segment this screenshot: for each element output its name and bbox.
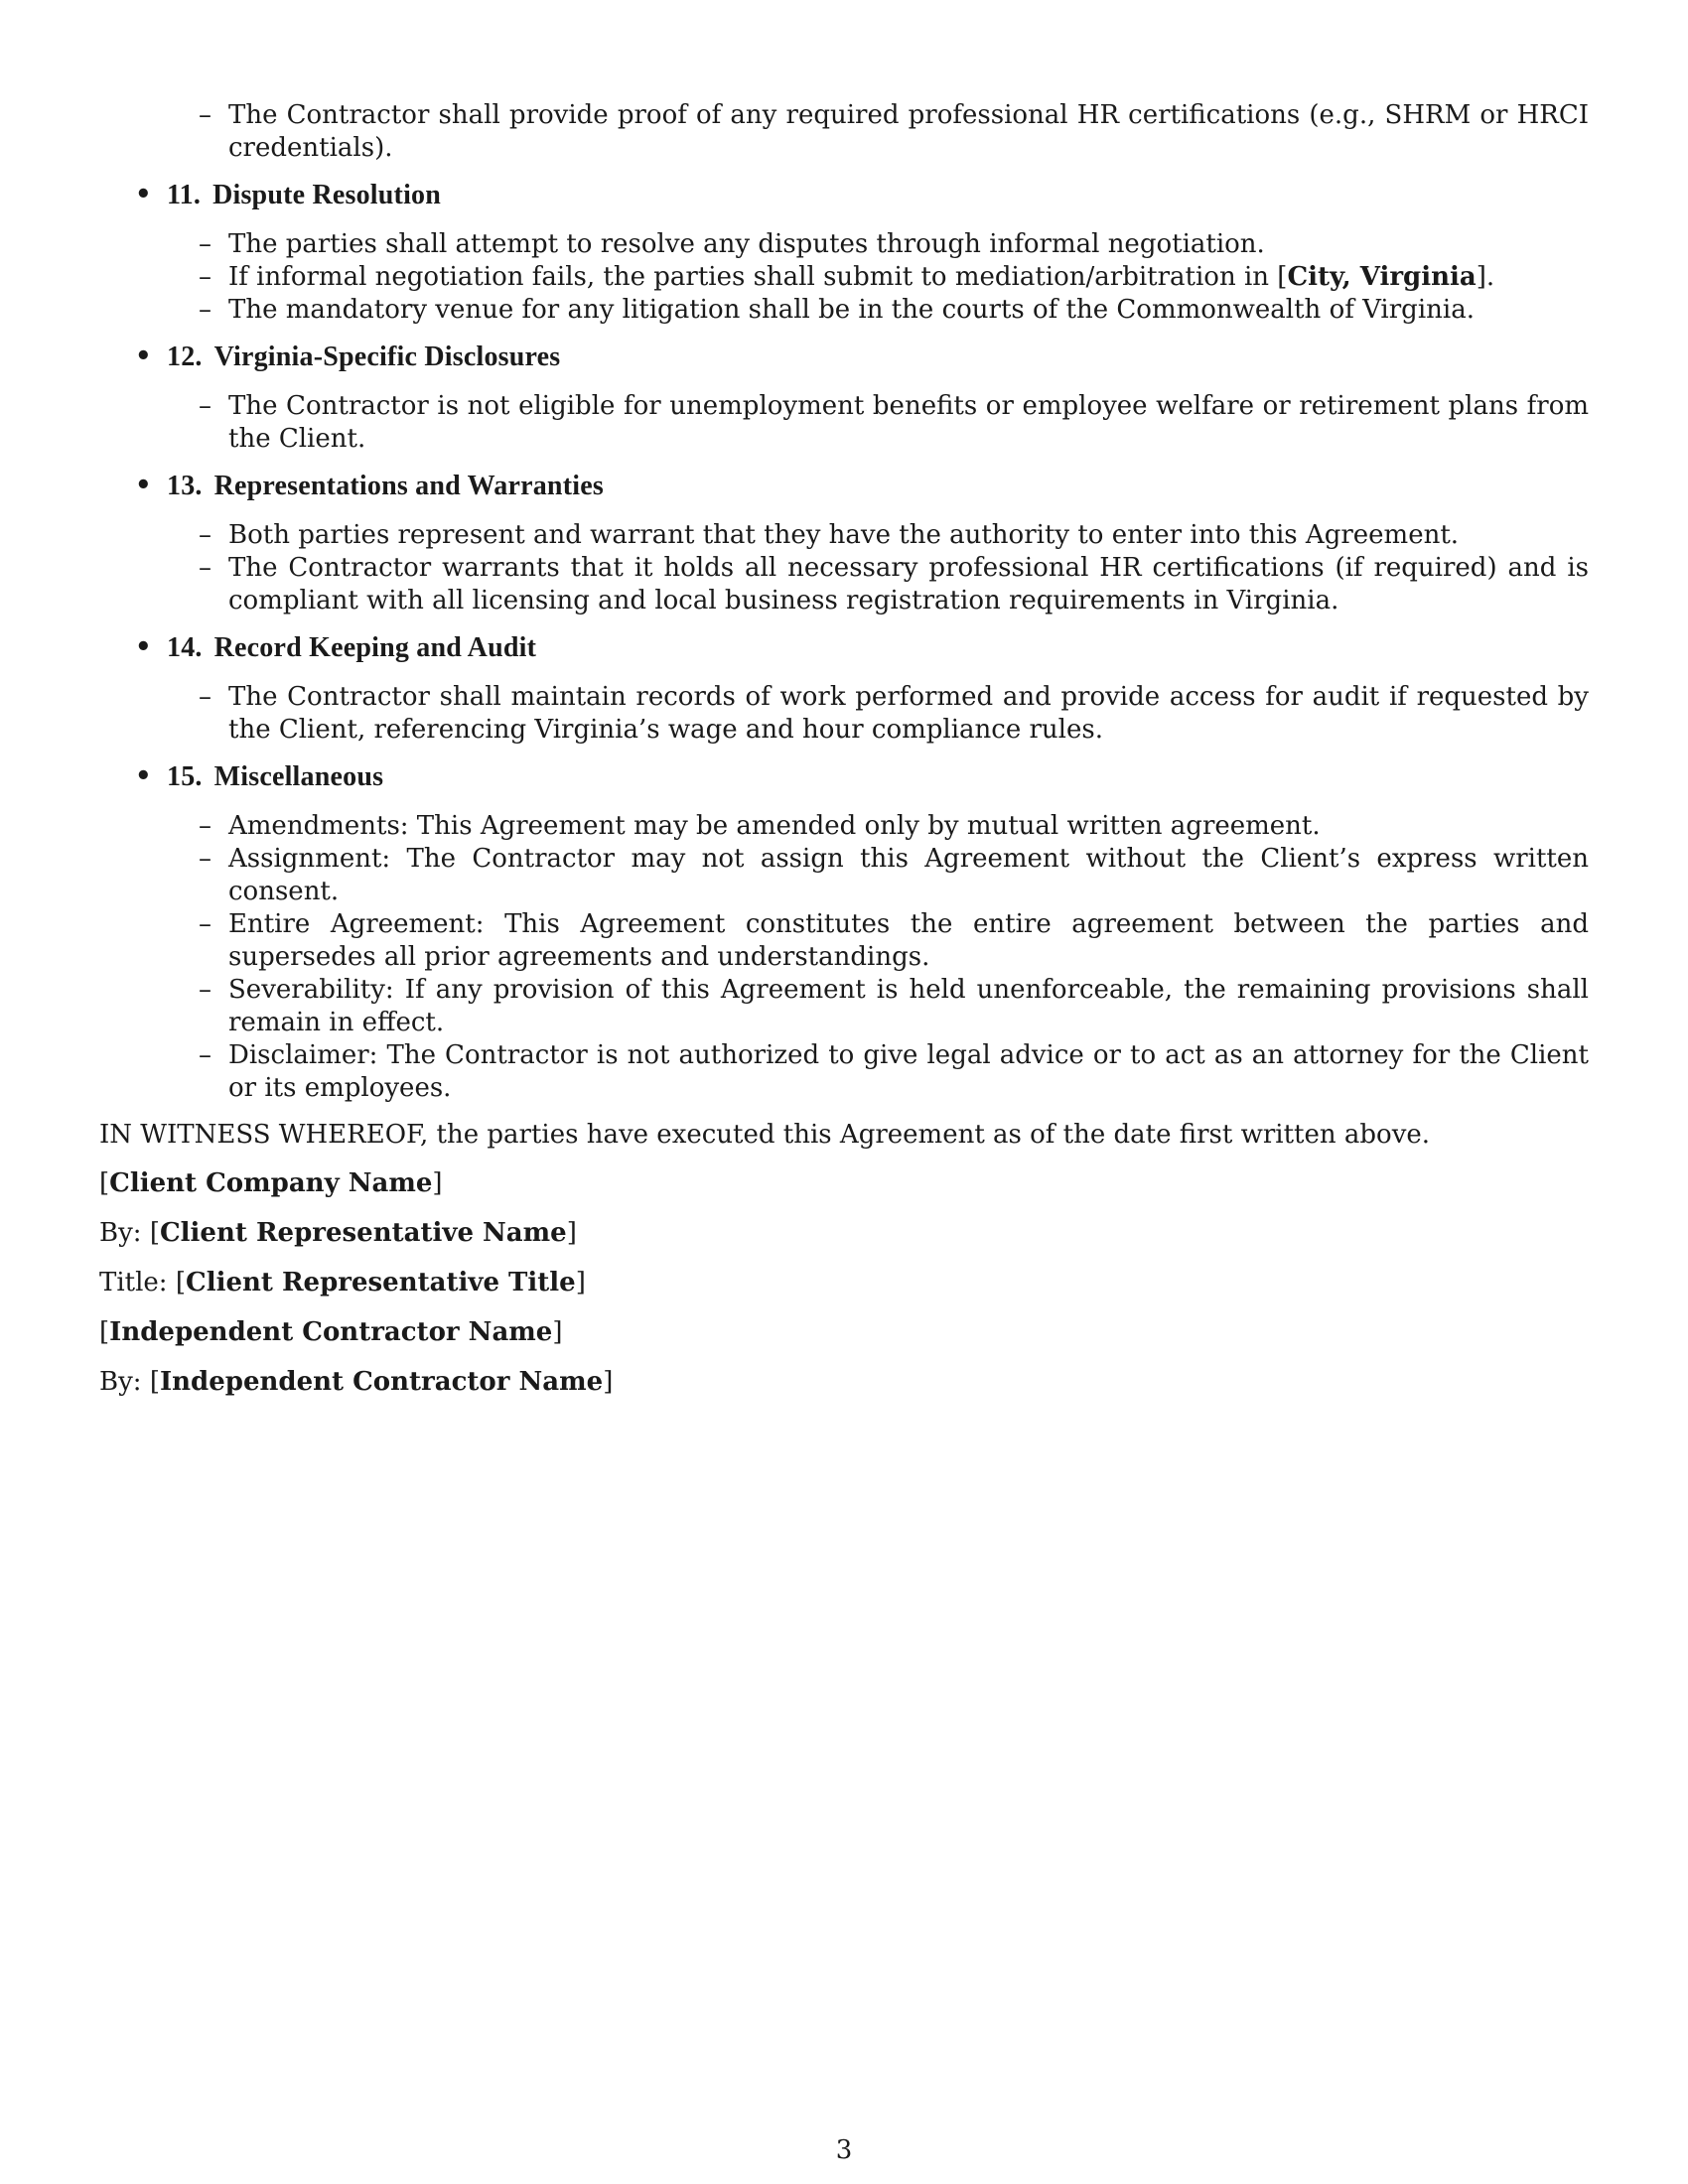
dash-marker: – [199,553,211,583]
dash-marker: – [199,100,211,130]
section-number: 11. [167,180,202,210]
dash-marker: – [199,975,211,1005]
bullet-marker: • [135,471,152,500]
sections-list [99,179,1589,1105]
section-items [167,810,1589,1105]
list-item [199,1039,1589,1105]
list-item [199,228,1589,261]
section-heading [167,760,1589,793]
list-item [199,519,1589,552]
page-number: 3 [835,2135,853,2165]
list-item-text: Both parties represent and warrant that they have the authority to enter into this Agreement. [228,520,1460,550]
list-item-text: The Contractor warrants that it holds all necessary professional HR certifications (if required) and is compliant with all licensing and local business registration requirements in Virginia. [228,553,1589,615]
section-items [167,390,1589,456]
bullet-marker: • [135,180,152,209]
contractor-name-line: [Independent Contractor Name] [99,1317,563,1347]
title-label: Title: [99,1268,168,1297]
bullet-marker: • [135,632,152,662]
section-number: 15. [167,761,203,792]
continued-list [99,99,1589,165]
list-item [199,99,1589,165]
list-item-text-pre: If informal negotiation fails, the parties shall submit to mediation/arbitration in [ [228,262,1288,292]
dash-marker: – [199,391,211,421]
list-item [199,810,1589,843]
list-item [199,261,1589,294]
section-12 [99,341,1589,456]
list-item-text: The Contractor shall maintain records of work performed and provide access for audit if requested by the Client, referencing Virginia’s wage and hour compliance rules. [228,682,1589,745]
section-items [167,681,1589,747]
contractor-by-name: Independent Contractor Name [159,1367,604,1397]
list-item [199,681,1589,747]
section-heading [167,470,1589,502]
dash-marker: – [199,1040,211,1070]
list-item-text: Amendments: This Agreement may be amended only by mutual written agreement. [228,811,1321,841]
list-item [199,552,1589,617]
section-heading [167,179,1589,211]
list-item-text: Disclaimer: The Contractor is not authorized to give legal advice or to act as an attorney for the Client or its employees. [228,1040,1589,1103]
list-item-text: The Contractor is not eligible for unemployment benefits or employee welfare or retirement plans from the Client. [228,391,1589,454]
section-heading [167,341,1589,373]
section-items [167,228,1589,327]
list-item [199,908,1589,974]
client-title-line: Title: [Client Representative Title] [99,1268,586,1297]
placeholder-city: City, Virginia [1287,262,1477,292]
client-rep-title: Client Representative Title [186,1268,576,1297]
client-company-name: Client Company Name [109,1168,433,1198]
section-title: Dispute Resolution [212,180,442,210]
by-label: By: [99,1218,142,1248]
section-title: Miscellaneous [213,761,384,792]
client-rep-name: Client Representative Name [159,1218,567,1248]
list-item-text: The Contractor shall provide proof of any required professional HR certifications (e.g., SHRM or HRCI credentials). [228,100,1589,163]
list-item-text-post: ]. [1476,262,1495,292]
section-13 [99,470,1589,617]
dash-marker: – [199,295,211,325]
list-item [199,390,1589,456]
client-by-line: By: [Client Representative Name] [99,1218,577,1248]
bullet-marker: • [135,341,152,371]
section-14 [99,631,1589,747]
list-item-text: Assignment: The Contractor may not assign this Agreement without the Client’s express written consent. [228,844,1589,906]
list-item-text: The mandatory venue for any litigation shall be in the courts of the Commonwealth of Virginia. [228,295,1475,325]
by-label: By: [99,1367,142,1397]
document-page [99,99,1589,1416]
list-item-text: The parties shall attempt to resolve any disputes through informal negotiation. [228,229,1265,259]
section-15 [99,760,1589,1105]
contractor-name: Independent Contractor Name [109,1317,553,1347]
contractor-by-line: By: [Independent Contractor Name] [99,1367,614,1397]
section-title: Representations and Warranties [213,471,604,501]
dash-marker: – [199,262,211,292]
witness-statement: IN WITNESS WHEREOF, the parties have executed this Agreement as of the date first written above. [99,1120,1431,1150]
dash-marker: – [199,229,211,259]
list-item [199,843,1589,908]
dash-marker: – [199,811,211,841]
section-title: Record Keeping and Audit [213,632,537,663]
client-company-line: [Client Company Name] [99,1168,443,1198]
dash-marker: – [199,844,211,874]
list-item-text: Entire Agreement: This Agreement constitutes the entire agreement between the parties and supersedes all prior agreements and understandings. [228,909,1589,972]
section-11 [99,179,1589,327]
dash-marker: – [199,682,211,712]
list-item [199,974,1589,1039]
section-heading [167,631,1589,664]
bullet-marker: • [135,761,152,791]
section-number: 12. [167,341,203,372]
section-items [167,519,1589,617]
dash-marker: – [199,909,211,939]
dash-marker: – [199,520,211,550]
section-number: 14. [167,632,203,663]
section-title: Virginia-Specific Disclosures [213,341,561,372]
section-number: 13. [167,471,203,501]
list-item-text: Severability: If any provision of this Agreement is held unenforceable, the remaining provisions shall remain in effect. [228,975,1589,1037]
list-item [199,294,1589,327]
